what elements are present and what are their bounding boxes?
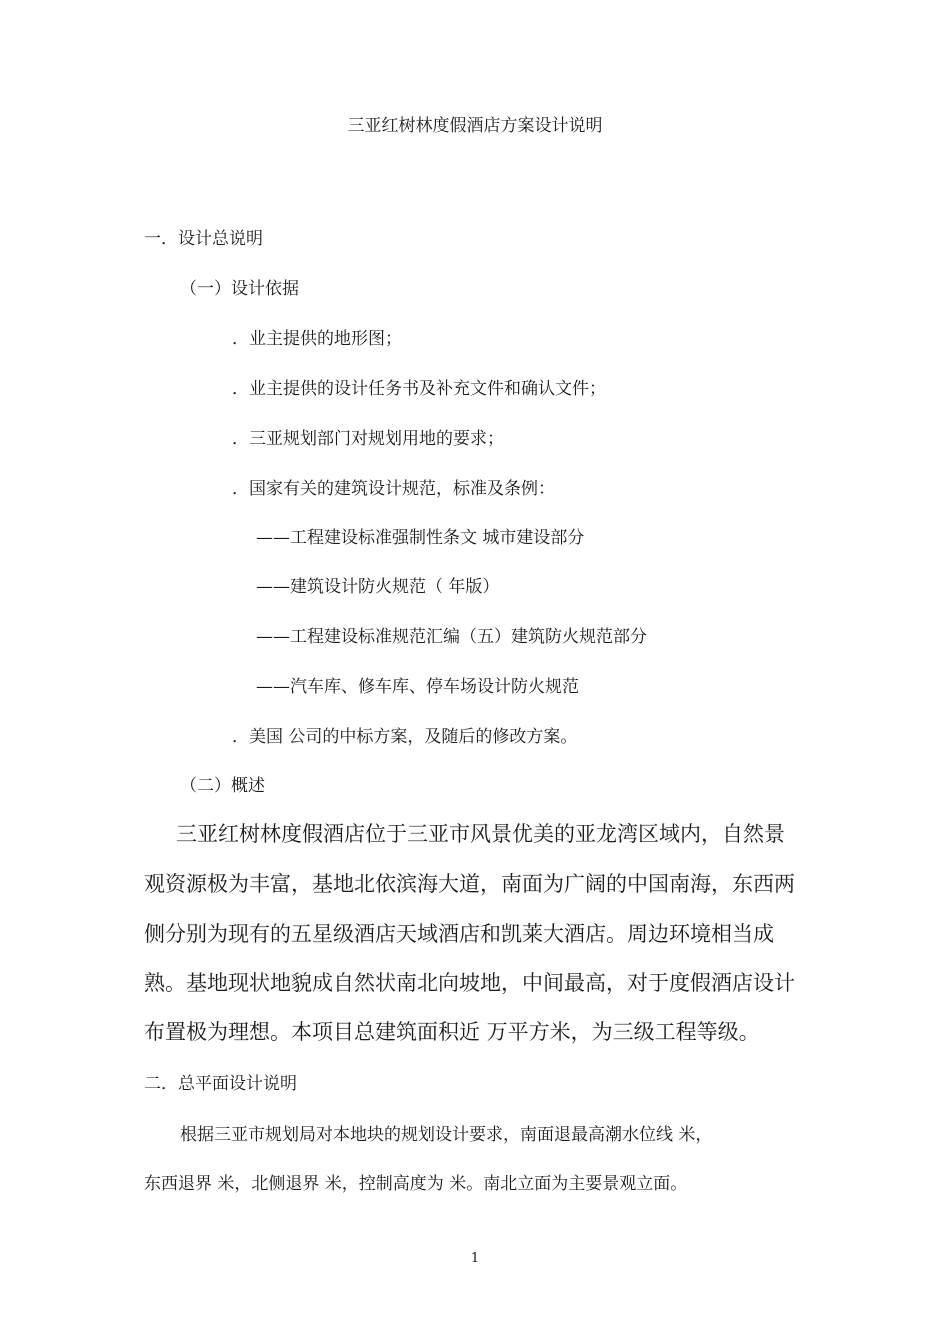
code-item-2: ——建筑设计防火规范（ 年版） (256, 577, 500, 597)
plan-line-1: 根据三亚市规划局对本地块的规划设计要求，南面退最高潮水位线 米， (180, 1125, 713, 1145)
overview-line-1: 三亚红树林度假酒店位于三亚市风景优美的亚龙湾区域内，自然景 (176, 822, 785, 846)
overview-line-4: 熟。基地现状地貌成自然状南北向坡地，中间最高，对于度假酒店设计 (144, 971, 795, 995)
document-title: 三亚红树林度假酒店方案设计说明 (347, 116, 603, 136)
overview-line-5: 布置极为理想。本项目总建筑面积近 万平方米，为三级工程等级。 (144, 1020, 760, 1044)
basis-item-3: ．三亚规划部门对规划用地的要求； (232, 429, 504, 449)
code-item-1: ——工程建设标准强制性条文 城市建设部分 (256, 528, 585, 548)
basis-item-4: ．国家有关的建筑设计规范，标准及条例： (232, 479, 555, 499)
basis-item-2: ．业主提供的设计任务书及补充文件和确认文件； (232, 379, 606, 399)
basis-item-1: ．业主提供的地形图； (232, 329, 402, 349)
section1-heading: 一．设计总说明 (144, 229, 263, 249)
plan-line-2: 东西退界 米，北侧退界 米，控制高度为 米。南北立面为主要景观立面。 (144, 1174, 688, 1194)
code-item-3: ——工程建设标准规范汇编（五）建筑防火规范部分 (256, 627, 647, 647)
section2-heading: 二．总平面设计说明 (144, 1074, 297, 1094)
overview-line-3: 侧分别为现有的五星级酒店天域酒店和凯莱大酒店。周边环境相当成 (144, 922, 774, 946)
sub2-heading: （二）概述 (180, 776, 265, 796)
code-item-4: ——汽车库、修车库、停车场设计防火规范 (256, 677, 579, 697)
page-number: 1 (470, 1251, 480, 1266)
overview-line-2: 观资源极为丰富，基地北依滨海大道，南面为广阔的中国南海，东西两 (144, 872, 795, 896)
basis-item-5: ．美国 公司的中标方案，及随后的修改方案。 (232, 727, 578, 747)
sub1-heading: （一）设计依据 (180, 279, 299, 299)
